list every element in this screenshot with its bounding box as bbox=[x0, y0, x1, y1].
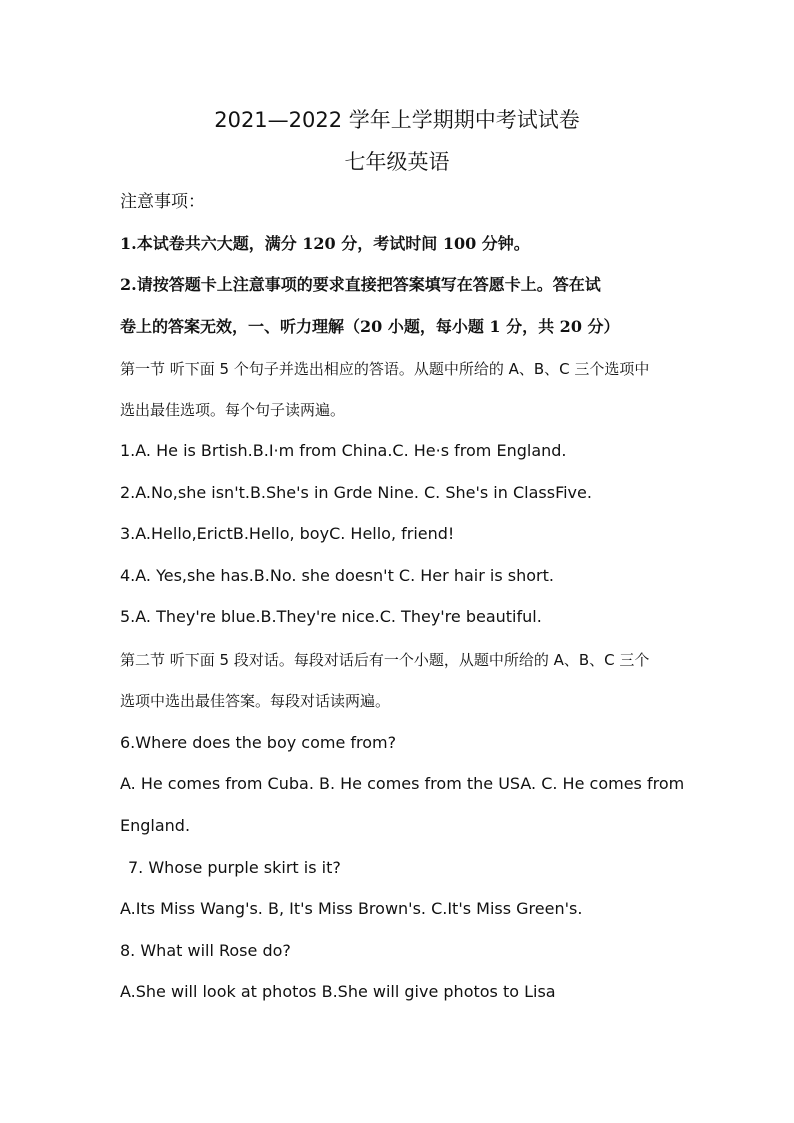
question-6-options-line-2: England. bbox=[120, 816, 191, 835]
question-6: 6.Where does the boy come from? bbox=[120, 733, 397, 752]
notice-item-2-line-1: 2.请按答题卡上注意事项的要求直接把答案填写在答愿卡上。答在试 bbox=[120, 275, 601, 294]
notice-item-1: 1.本试卷共六大题，满分 120 分，考试时间 100 分钟。 bbox=[120, 234, 530, 253]
section-1-instruction-line-2: 选出最佳选项。每个句子读两遍。 bbox=[120, 401, 346, 419]
question-3: 3.A.Hello,ErictB.Hello, boyC. Hello, friend! bbox=[120, 524, 455, 543]
section-2-instruction-line-2: 选项中选出最佳答案。每段对话读两遍。 bbox=[120, 692, 391, 710]
question-1: 1.A. He is Brtish.B.I·m from China.C. He·s from England. bbox=[120, 441, 567, 460]
question-6-options-line-1: A. He comes from Cuba. B. He comes from the USA. C. He comes from bbox=[120, 774, 685, 793]
question-5: 5.A. They're blue.B.They're nice.C. They're beautiful. bbox=[120, 607, 542, 626]
question-8: 8. What will Rose do? bbox=[120, 941, 291, 960]
question-2: 2.A.No,she isn't.B.She's in Grde Nine. C. She's in ClassFive. bbox=[120, 483, 592, 502]
exam-subject: 七年级英语 bbox=[344, 150, 450, 174]
section-1-instruction-line-1: 第一节 听下面 5 个句子并选出相应的答语。从题中所给的 A、B、C 三个选项中 bbox=[120, 360, 650, 378]
question-8-options: A.She will look at photos B.She will give photos to Lisa bbox=[120, 982, 556, 1001]
question-7-options: A.Its Miss Wang's. B, It's Miss Brown's. C.It's Miss Green's. bbox=[120, 899, 583, 918]
notice-heading: 注意事项： bbox=[120, 192, 205, 212]
exam-title: 2021—2022 学年上学期期中考试试卷 bbox=[214, 108, 580, 132]
section-2-instruction-line-1: 第二节 听下面 5 段对话。每段对话后有一个小题，从题中所给的 A、B、C 三个 bbox=[120, 651, 650, 669]
notice-item-2-line-2: 卷上的答案无效，一、听力理解（20 小题，每小题 1 分，共 20 分） bbox=[120, 317, 620, 336]
question-7: 7. Whose purple skirt is it? bbox=[128, 858, 341, 877]
question-4: 4.A. Yes,she has.B.No. she doesn't C. Her hair is short. bbox=[120, 566, 554, 585]
